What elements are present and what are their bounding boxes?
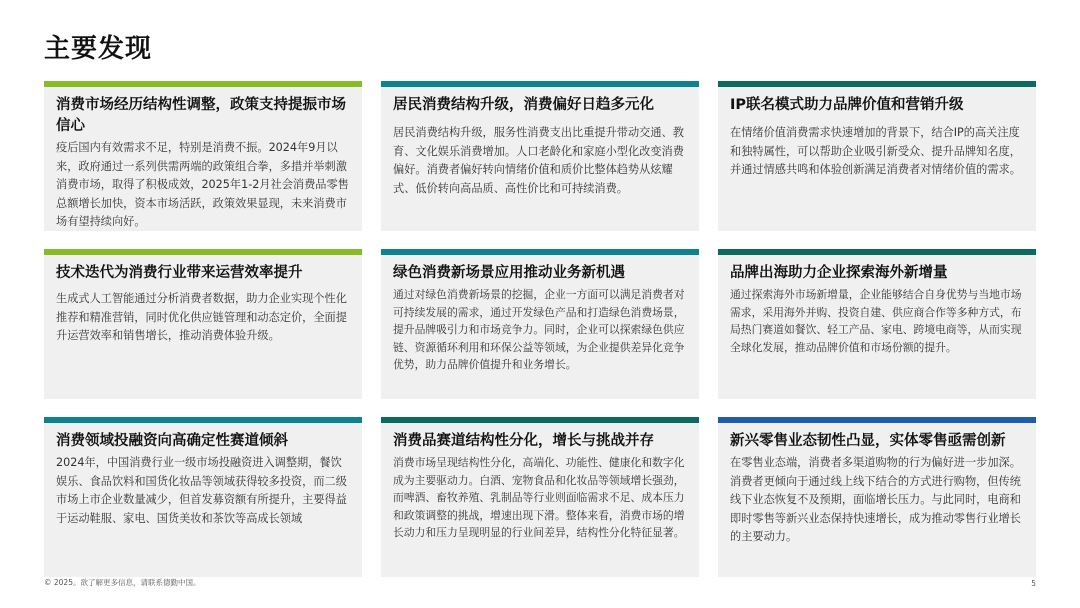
card-title: 消费市场经历结构性调整，政策支持提振市场信心	[56, 97, 346, 134]
finding-card-2	[381, 81, 699, 231]
card-title: 消费品赛道结构性分化，增长与挑战并存	[393, 433, 654, 449]
card-title: 技术迭代为消费行业带来运营效率提升	[56, 265, 303, 281]
card-title: 消费领域投融资向高确定性赛道倾斜	[56, 433, 288, 449]
card-body: 生成式人工智能通过分析消费者数据，助力企业实现个性化推荐和精准营销，同时优化供应链管理和动态定价，全面提升运营效率和销售增长，推动消费体验升级。	[56, 292, 347, 342]
card-body: 居民消费结构升级，服务性消费支出比重提升带动交通、教育、文化娱乐消费增加。人口老龄化和家庭小型化改变消费偏好。消费者偏好转向情绪价值和质价比整体趋势从炫耀式、低价转向高品质、高性价比和可持续消费。	[393, 126, 684, 195]
card-title: 新兴零售业态韧性凸显，实体零售亟需创新	[730, 433, 1006, 449]
copyright-text: © 2025。欲了解更多信息，请联系德勤中国。	[44, 578, 201, 587]
finding-card-1	[44, 81, 362, 231]
finding-card-6	[718, 249, 1036, 399]
card-title: 绿色消费新场景应用推动业务新机遇	[393, 265, 625, 281]
card-body: 通过探索海外市场新增量，企业能够结合自身优势与当地市场需求，采用海外并购、投资自建、供应商合作等多种方式，布局热门赛道如餐饮、轻工产品、家电、跨境电商等，从而实现全球化发展，推动品牌价值和市场份额的提升。	[730, 288, 1022, 354]
finding-card-9	[718, 417, 1036, 577]
card-title: 居民消费结构升级，消费偏好日趋多元化	[393, 97, 654, 113]
card-body: 疫后国内有效需求不足，特别是消费不振。2024年9月以来，政府通过一系列供需两端的政策组合拳，多措并举刺激消费市场，取得了积极成效，2025年1-2月社会消费品零售总额增长加快，资本市场活跃，政策效果显现，未来消费市场有望持续向好。	[56, 141, 349, 228]
card-body: 消费市场呈现结构性分化，高端化、功能性、健康化和数字化成为主要驱动力。白酒、宠物食品和化妆品等领域增长强劲，而啤酒、畜牧养殖、乳制品等行业则面临需求不足、成本压力和政策调整的挑战，增速出现下滑。整体来看，消费市场的增长动力和压力呈现明显的行业间差异，结构性分化特征显著。	[393, 456, 685, 539]
finding-card-4	[44, 249, 362, 399]
finding-card-8	[381, 417, 699, 577]
card-title: IP联名模式助力品牌价值和营销升级	[730, 97, 964, 113]
card-body: 在零售业态端，消费者多渠道购物的行为偏好进一步加深。消费者更倾向于通过线上线下结合的方式进行购物，但传统线下业态恢复不及预期，面临增长压力。与此同时，电商和即时零售等新兴业态保持快速增长，成为推动零售行业增长的主要动力。	[730, 456, 1021, 543]
finding-card-5	[381, 249, 699, 399]
page-title: 主要发现	[44, 34, 153, 64]
finding-card-7	[44, 417, 362, 577]
card-title: 品牌出海助力企业探索海外新增量	[730, 265, 948, 281]
card-body: 2024年，中国消费行业一级市场投融资进入调整期，餐饮娱乐、食品饮料和国货化妆品等领域获得较多投资，而二级市场上市企业数量减少，但首发募资额有所提升，主要得益于运动鞋服、家电、国货美妆和茶饮等高成长领域	[56, 456, 347, 525]
finding-card-3	[718, 81, 1036, 231]
page-number: 5	[1031, 579, 1036, 588]
card-body: 通过对绿色消费新场景的挖掘，企业一方面可以满足消费者对可持续发展的需求，通过开发绿色产品和打造绿色消费场景，提升品牌吸引力和市场竞争力。同时，企业可以探索绿色供应链、资源循环利用和环保公益等领域，为企业提供差异化竞争优势，助力品牌价值提升和业务增长。	[393, 288, 685, 371]
card-body: 在情绪价值消费需求快速增加的背景下，结合IP的高关注度和独特属性，可以帮助企业吸引新受众、提升品牌知名度，并通过情感共鸣和体验创新满足消费者对情绪价值的需求。	[730, 126, 1021, 176]
